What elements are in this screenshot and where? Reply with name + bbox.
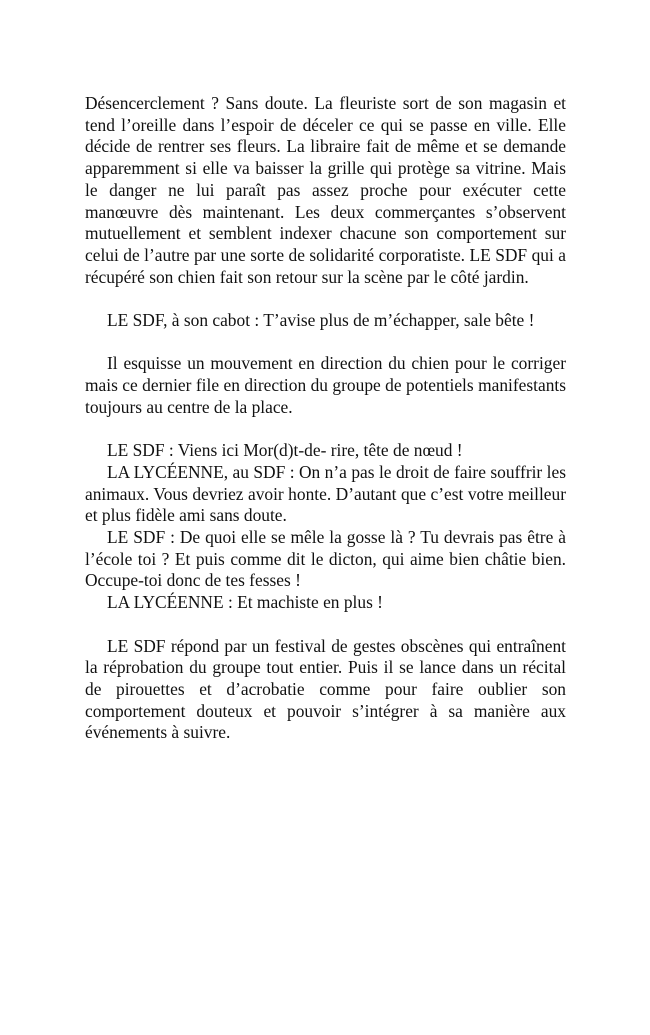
paragraph-dialogue-sdf-1: LE SDF, à son cabot : T’avise plus de m’échapper, sale bête ! [107,310,535,331]
paragraph-narration-1: Désencerclement ? Sans doute. La fleuriste sort de son magasin et tend l’oreille dans l’espoir de déceler ce qui se passe en ville. Elle décide de rentrer ses fleurs. La libraire fait de même et se demande apparemment si elle va baisser la grille qui protège sa vitrine. Mais le danger ne lui paraît pas assez proche pour exécuter cette manœuvre dès maintenant. Les deux commerçantes s’observent mutuellement et semblent indexer chacune son comportement sur celui de l’autre par une sorte de solidarité corporatiste. LE SDF qui a récupéré son chien fait son retour sur la scène par le côté jardin. [85,93,566,287]
paragraph-stage-direction-2: LE SDF répond par un festival de gestes obscènes qui entraînent la réprobation du groupe tout entier. Puis il se lance dans un récital de pirouettes et d’acrobatie comme pour faire oublier son comportement douteux et pouvoir s’intégrer à sa manière aux événements à suivre. [85,635,566,743]
paragraph-dialogue-sdf-2: LE SDF : Viens ici Mor(d)t-de- rire, tête de nœud ! [107,440,463,461]
paragraph-dialogue-lyceenne-2: LA LYCÉENNE : Et machiste en plus ! [107,592,383,613]
document-page [85,93,566,744]
paragraph-dialogue-lyceenne-1: LA LYCÉENNE, au SDF : On n’a pas le droit de faire souffrir les animaux. Vous devriez avoir honte. D’autant que c’est votre meilleur et plus fidèle ami sans doute. [85,461,566,526]
paragraph-stage-direction-1: Il esquisse un mouvement en direction du chien pour le corriger mais ce dernier file en direction du groupe de potentiels manifestants toujours au centre de la place. [85,353,566,417]
paragraph-dialogue-sdf-3: LE SDF : De quoi elle se mêle la gosse là ? Tu devrais pas être à l’école toi ? Et puis comme dit le dicton, qui aime bien châtie bien. Occupe-toi donc de tes fesses ! [85,527,566,591]
